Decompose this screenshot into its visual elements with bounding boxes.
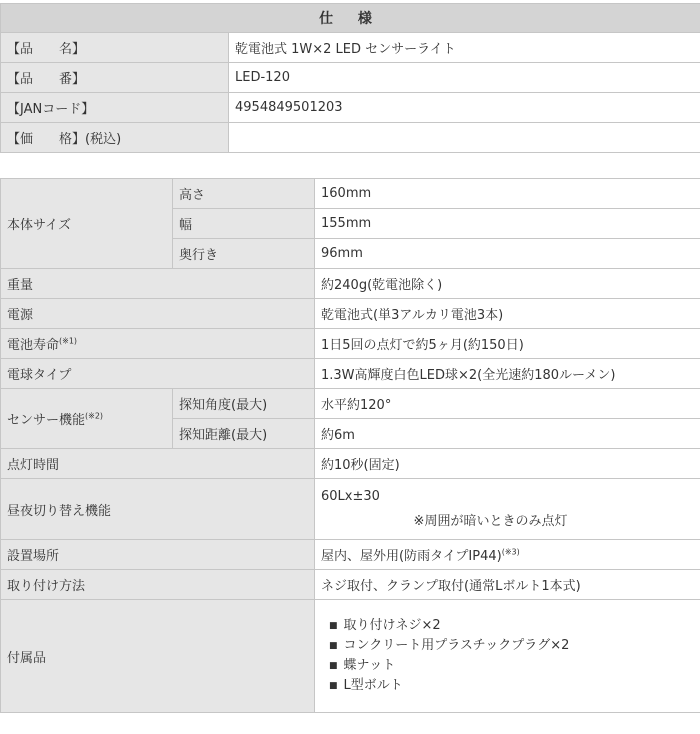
accessories-cell (315, 600, 700, 713)
table-row (1, 63, 700, 93)
bulb-type-value: 1.3W高輝度白色LED球×2(全光速約180ルーメン) (315, 359, 700, 389)
detect-distance-value: 約6m (315, 419, 700, 449)
light-time-value: 約10秒(固定) (315, 449, 700, 479)
day-night-value: 60Lx±30 (321, 489, 380, 504)
product-name-value: 乾電池式 1W×2 LED センサーライト (229, 33, 700, 63)
sensor-label: センサー機能 (7, 413, 86, 428)
weight-value: 約240g(乾電池除く) (315, 269, 700, 299)
weight-label: 重量 (1, 269, 315, 299)
table-row (1, 479, 700, 540)
price-label: 【価 格】(税込) (1, 123, 229, 153)
power-value: 乾電池式(単3アルカリ電池3本) (315, 299, 700, 329)
battery-life-cell (1, 329, 315, 359)
price-value (229, 123, 700, 153)
width-value: 155mm (315, 209, 700, 239)
product-name-label: 【品 名】 (1, 33, 229, 63)
jan-code-label: 【JANコード】 (1, 93, 229, 123)
mount-method-value: ネジ取付、クランプ取付(通常Lボルト1本式) (315, 570, 700, 600)
battery-life-label: 電池寿命 (7, 338, 60, 353)
width-label: 幅 (173, 209, 315, 239)
day-night-cell (315, 479, 700, 540)
depth-label: 奥行き (173, 239, 315, 269)
jan-code-value: 4954849501203 (229, 93, 700, 123)
depth-value: 96mm (315, 239, 700, 269)
sensor-note: (※2) (85, 411, 104, 421)
table-row (1, 329, 700, 359)
table-row (1, 449, 700, 479)
install-place-cell (315, 540, 700, 570)
accessories-label: 付属品 (1, 600, 315, 713)
detect-angle-label: 探知角度(最大) (173, 389, 315, 419)
install-place-label: 設置場所 (1, 540, 315, 570)
table-row (1, 540, 700, 570)
day-night-label: 昼夜切り替え機能 (1, 479, 315, 540)
list-item: ■ コンクリート用プラスチックプラグ×2 (329, 636, 700, 656)
detect-angle-value: 水平約120° (315, 389, 700, 419)
table-row (1, 33, 700, 63)
table-row (1, 179, 700, 209)
height-label: 高さ (173, 179, 315, 209)
table-row (1, 299, 700, 329)
detect-distance-label: 探知距離(最大) (173, 419, 315, 449)
table-row (1, 570, 700, 600)
spec-header-row (1, 4, 700, 33)
accessories-list (321, 616, 700, 696)
table-row (1, 123, 700, 153)
sensor-cell (1, 389, 173, 449)
power-label: 電源 (1, 299, 315, 329)
table-row (1, 269, 700, 299)
table-row (1, 389, 700, 419)
basic-info-table (0, 3, 700, 153)
list-item: ■ L型ボルト (329, 676, 700, 696)
body-size-label: 本体サイズ (1, 179, 173, 269)
spec-title: 仕 様 (1, 4, 700, 33)
mount-method-label: 取り付け方法 (1, 570, 315, 600)
list-item: ■ 蝶ナット (329, 656, 700, 676)
table-row (1, 93, 700, 123)
product-number-value: LED-120 (229, 63, 700, 93)
spec-table (0, 178, 700, 713)
bulb-type-label: 電球タイプ (1, 359, 315, 389)
product-number-label: 【品 番】 (1, 63, 229, 93)
day-night-note: ※周囲が暗いときのみ点灯 (413, 514, 568, 529)
table-row (1, 359, 700, 389)
battery-life-value: 1日5回の点灯で約5ヶ月(約150日) (315, 329, 700, 359)
height-value: 160mm (315, 179, 700, 209)
install-place-value: 屋内、屋外用(防雨タイプIP44) (321, 549, 502, 564)
install-place-note: (※3) (501, 547, 520, 557)
table-row (1, 600, 700, 713)
light-time-label: 点灯時間 (1, 449, 315, 479)
list-item: ■ 取り付けネジ×2 (329, 616, 700, 636)
battery-life-note: (※1) (59, 336, 78, 346)
